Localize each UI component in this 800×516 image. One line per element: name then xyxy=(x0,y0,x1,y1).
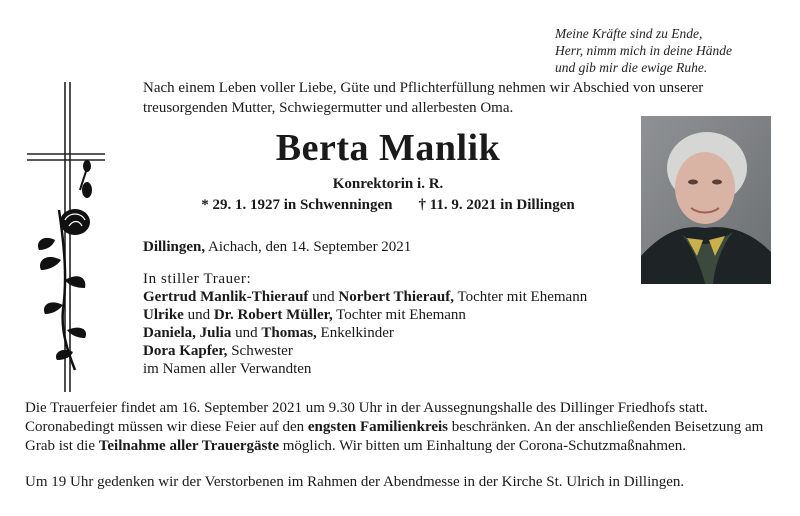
mourner-name: Norbert Thierauf, xyxy=(338,289,454,305)
service-text: möglich. Wir bitten um Einhaltung der Corona-Schutzmaßnahmen. xyxy=(279,438,686,454)
mourner-name: Gertrud Manlik-Thierauf xyxy=(143,289,309,305)
death-date: † 11. 9. 2021 in Dillingen xyxy=(418,197,575,213)
portrait-photo xyxy=(641,116,771,284)
quote-line: Meine Kräfte sind zu Ende, xyxy=(555,26,703,41)
place-city: Dillingen, xyxy=(143,239,206,255)
place-date-line xyxy=(143,239,411,256)
mourner-relation: Enkelkinder xyxy=(316,325,394,341)
birth-date: * 29. 1. 1927 in Schwenningen xyxy=(201,197,393,213)
service-paragraph xyxy=(25,399,785,456)
mourners-heading: In stiller Trauer: xyxy=(143,271,252,287)
mourner-name: Daniela, Julia xyxy=(143,325,232,341)
quote-line: und gib mir die ewige Ruhe. xyxy=(555,60,708,75)
mourner-row xyxy=(143,306,587,324)
mourner-name: Dr. Robert Müller, xyxy=(213,307,333,323)
mourner-name: Dora Kapfer, xyxy=(143,343,228,359)
portrait-illustration xyxy=(641,116,771,284)
evening-mass-paragraph: Um 19 Uhr gedenken wir der Verstorbenen im Rahmen der Abendmesse in der Kirche St. Ulrich in Dillingen. xyxy=(25,474,685,490)
mourner-joiner: und xyxy=(183,307,214,323)
cross-with-rose-icon xyxy=(25,80,145,398)
intro-text: Nach einem Leben voller Liebe, Güte und Pflichterfüllung nehmen wir Abschied von unserer treusorgenden Mutter, Schwiegermutter und allerbesten Oma. xyxy=(143,80,704,116)
place-rest: Aichach, den 14. September 2021 xyxy=(205,239,412,255)
bible-quote xyxy=(555,25,732,76)
mourner-row xyxy=(143,360,587,378)
life-dates xyxy=(143,197,633,214)
deceased-name: Berta Manlik xyxy=(275,127,501,169)
mourner-name: Ulrike xyxy=(143,307,184,323)
mourner-relation: Schwester xyxy=(227,343,293,359)
mourner-row xyxy=(143,342,587,360)
service-text: Die Trauerfeier findet am 16. September 2021 um 9.30 Uhr in der Aussegnungshalle des Dillinger Friedhofs statt. Coronabedingt müssen wir diese Feier auf den xyxy=(25,400,708,435)
service-emphasis: Teilnahme aller Trauergäste xyxy=(98,438,279,454)
mourner-row xyxy=(143,324,587,342)
mourner-joiner: und xyxy=(308,289,339,305)
mourner-name: Thomas, xyxy=(261,325,317,341)
quote-line: Herr, nimm mich in deine Hände xyxy=(555,43,732,58)
mourners-list xyxy=(143,270,587,378)
service-text: beschränken. An der anschließenden Beisetzung am Grab ist die xyxy=(25,419,764,454)
mourner-row xyxy=(143,288,587,306)
mourner-relation: Tochter mit Ehemann xyxy=(453,289,588,305)
service-emphasis: engsten Familienkreis xyxy=(307,419,448,435)
deceased-title: Konrektorin i. R. xyxy=(332,176,444,192)
mourner-relation: im Namen aller Verwandten xyxy=(143,361,312,377)
mourner-relation: Tochter mit Ehemann xyxy=(332,307,466,323)
mourner-joiner: und xyxy=(231,325,262,341)
